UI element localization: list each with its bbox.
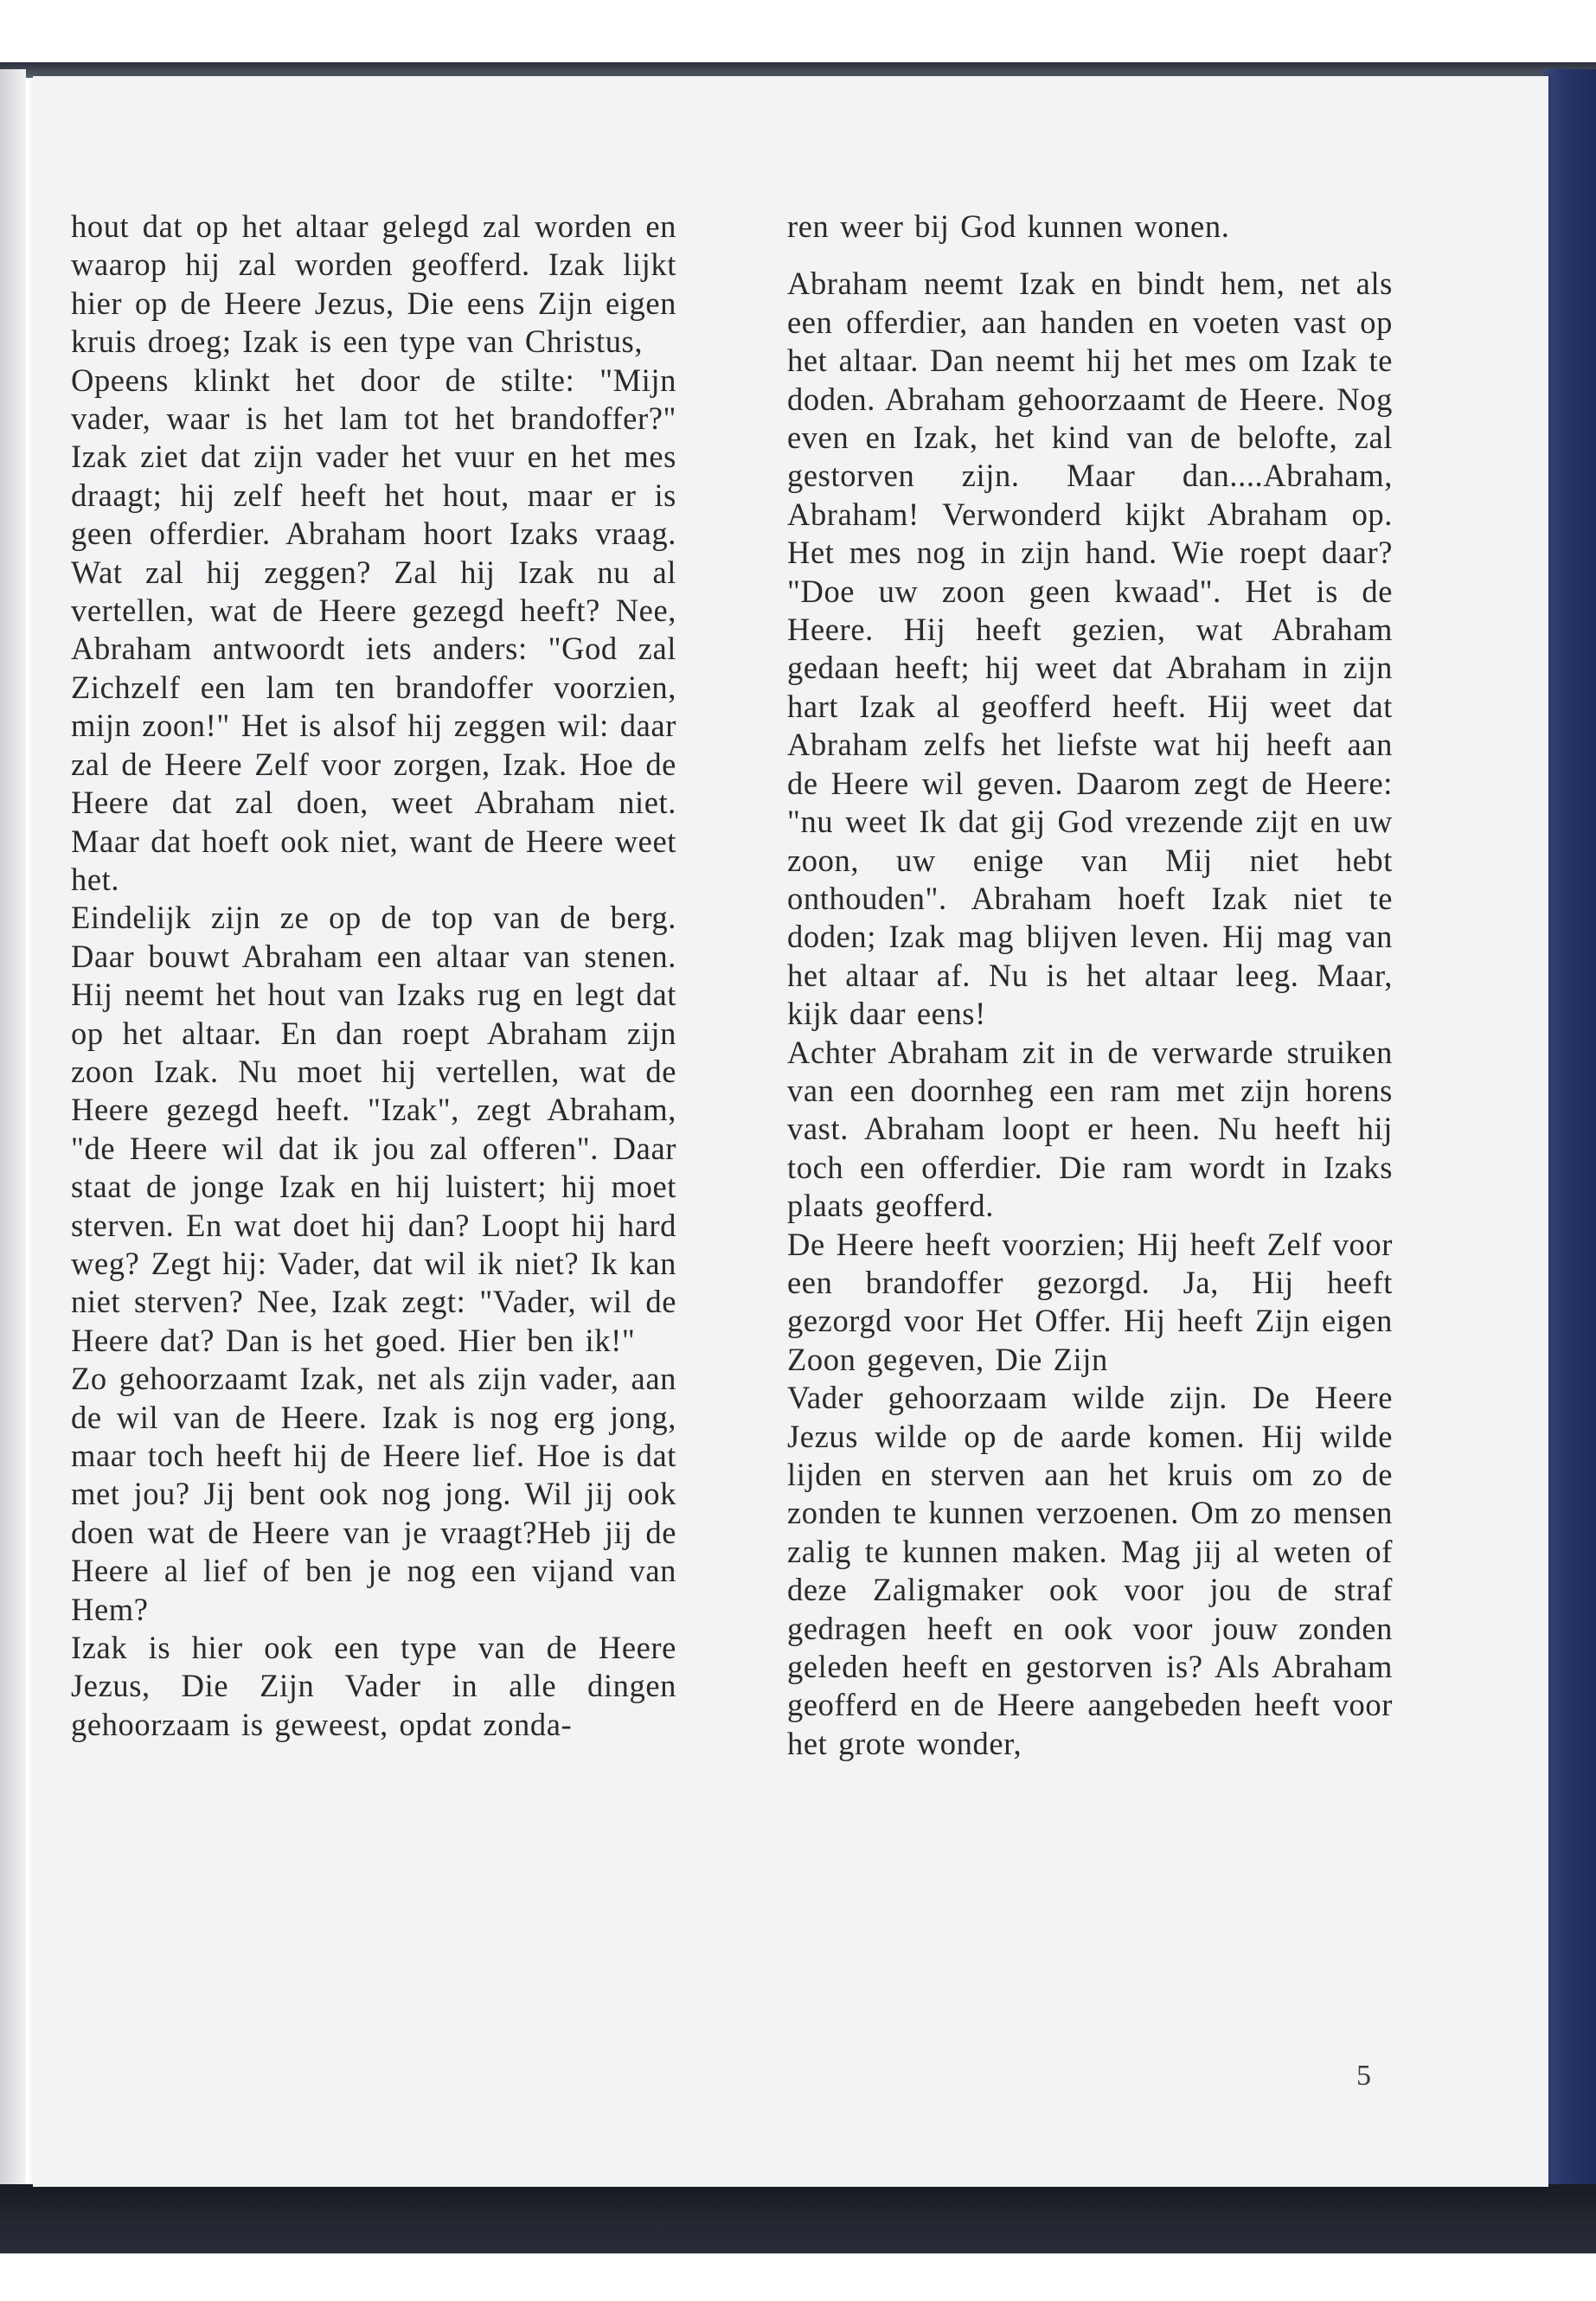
paragraph: Zo gehoorzaamt Izak, net als zijn vader, aan de wil van de Heere. Izak is nog erg jong, maar toch heeft hij de Heere lief. Hoe is dat met jou? Jij bent ook nog jong. Wil jij ook doen wat de Heere van je vraagt?Heb jij de Heere al lief of ben je nog een vijand van Hem? — [71, 1361, 676, 1627]
paragraph: De Heere heeft voorzien; Hij heeft Zelf voor een brandoffer gezorgd. Ja, Hij heeft gezorgd voor Het Offer. Hij heeft Zijn eigen Zoon gegeven, Die Zijn — [787, 1226, 1393, 1377]
paragraph: Izak is hier ook een type van de Heere Jezus, Die Zijn Vader in alle dingen gehoorzaam is geweest, opdat zonda- — [71, 1630, 676, 1742]
left-column — [71, 208, 676, 1744]
right-column — [787, 208, 1393, 1763]
paragraph: hout dat op het altaar gelegd zal worden en waarop hij zal worden geofferd. Izak lijkt hier op de Heere Jezus, Die eens Zijn eigen kruis droeg; Izak is een type van Christus, — [71, 208, 676, 360]
book-cover-bottom — [0, 2184, 1596, 2253]
page-number: 5 — [1356, 2060, 1371, 2092]
paragraph: Eindelijk zijn ze op de top van de berg. Daar bouwt Abraham een altaar van stenen. Hij neemt het hout van Izaks rug en legt dat op het altaar. En dan roept Abraham zijn zoon Izak. Nu moet hij vertellen, wat de Heere gezegd heeft. "Izak", zegt Abraham, "de Heere wil dat ik jou zal offeren". Daar staat de jonge Izak en hij luistert; hij moet sterven. En wat doet hij dan? Loopt hij hard weg? Zegt hij: Vader, dat wil ik niet? Ik kan niet sterven? Nee, Izak zegt: "Vader, wil de Heere dat? Dan is het goed. Hier ben ik!" — [71, 900, 676, 1358]
book-cover-edge — [1544, 69, 1596, 2249]
paragraph: Abraham neemt Izak en bindt hem, net als een offerdier, aan handen en voeten vast op het altaar. Dan neemt hij het mes om Izak te doden. Abraham gehoorzaamt de Heere. Nog even en Izak, het kind van de belofte, zal gestorven zijn. Maar dan....Abraham, Abraham! Verwonderd kijkt Abraham op. Het mes nog in zijn hand. Wie roept daar? "Doe uw zoon geen kwaad". Het is de Heere. Hij heeft gezien, wat Abraham gedaan heeft; hij weet dat Abraham in zijn hart Izak al geofferd heeft. Hij weet dat Abraham zelfs het liefste wat hij heeft aan de Heere wil geven. Daarom zegt de Heere: "nu weet Ik dat gij God vrezende zijt en uw zoon, uw enige van Mij niet hebt onthouden". Abraham hoeft Izak niet te doden; Izak mag blijven leven. Hij mag van het altaar af. Nu is het altaar leeg. Maar, kijk daar eens! — [787, 266, 1393, 1032]
paragraph: Opeens klinkt het door de stilte: "Mijn vader, waar is het lam tot het brandoffer?" Izak ziet dat zijn vader het vuur en het mes draagt; hij zelf heeft het hout, maar er is geen offerdier. Abraham hoort Izaks vraag. Wat zal hij zeggen? Zal hij Izak nu al vertellen, wat de Heere gezegd heeft? Nee, Abraham antwoordt iets anders: "God zal Zichzelf een lam ten brandoffer voorzien, mijn zoon!" Het is alsof hij zeggen wil: daar zal de Heere Zelf voor zorgen, Izak. Hoe de Heere dat zal doen, weet Abraham niet. Maar dat hoeft ook niet, want de Heere weet het. — [71, 362, 676, 897]
paragraph: ren weer bij God kunnen wonen. — [787, 208, 1230, 244]
paragraph: Vader gehoorzaam wilde zijn. De Heere Jezus wilde op de aarde komen. Hij wilde lijden en sterven aan het kruis om zo de zonden te kunnen verzoenen. Om zo mensen zalig te kunnen maken. Mag jij al weten of deze Zaligmaker ook voor jou de straf gedragen heeft en ook voor jouw zonden geleden heeft en gestorven is? Als Abraham geofferd en de Heere aangebeden heeft voor het grote wonder, — [787, 1380, 1393, 1761]
document-page — [33, 76, 1548, 2187]
paragraph: Achter Abraham zit in de verwarde struiken van een doornheg een ram met zijn horens vast. Abraham loopt er heen. Nu heeft hij toch een offerdier. Die ram wordt in Izaks plaats geofferd. — [787, 1034, 1393, 1224]
scan-left-edge — [0, 69, 26, 2249]
